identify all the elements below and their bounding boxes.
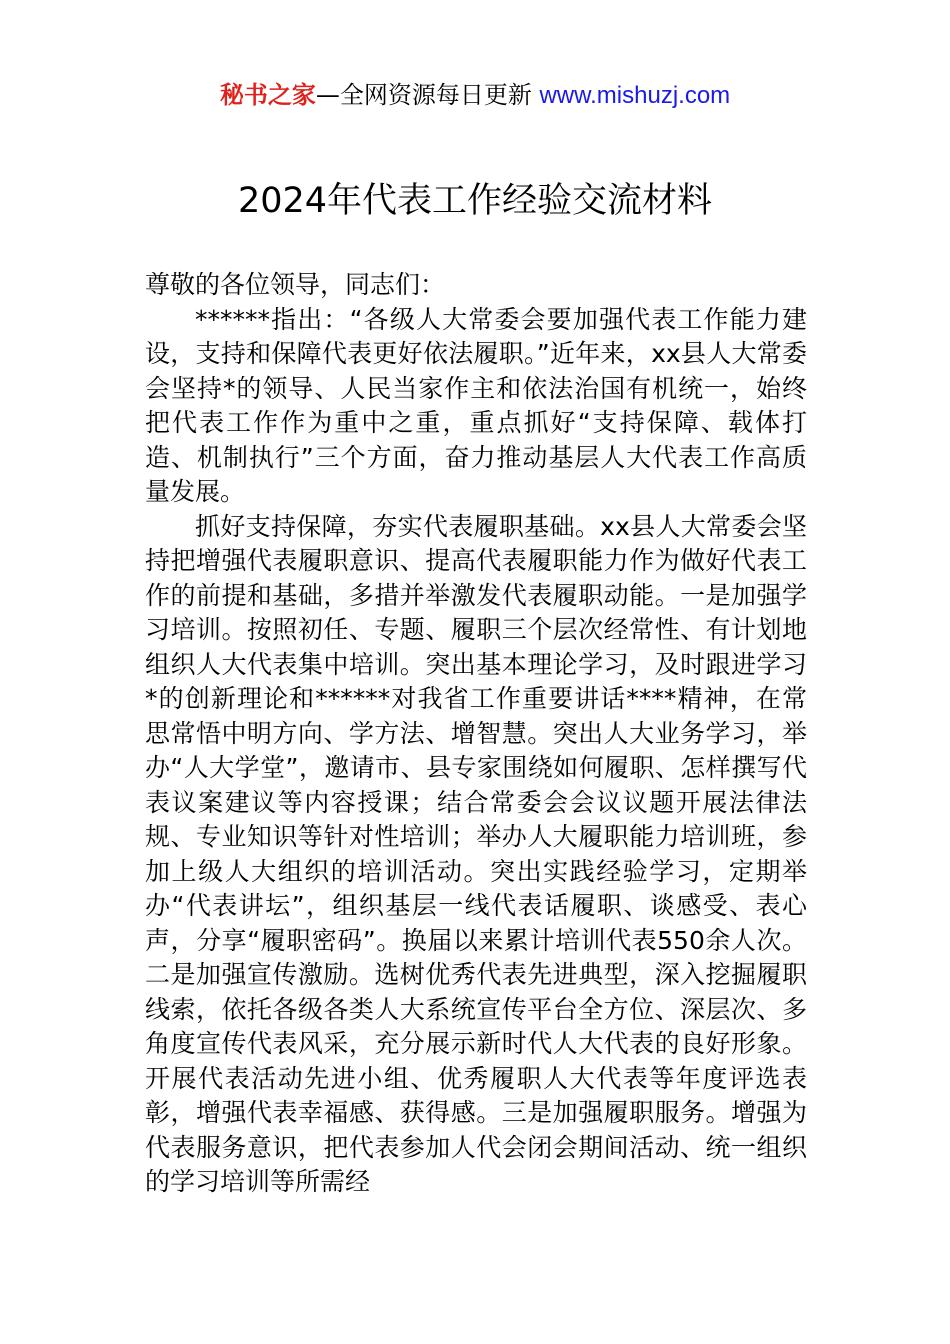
site-url-link[interactable]: www.mishuzj.com: [539, 82, 731, 109]
site-brand: 秘书之家: [219, 81, 316, 109]
paragraph-intro: ******指出：“各级人大常委会要加强代表工作能力建设，支持和保障代表更好依法履职。”近年来，xx县人大常委会坚持*的领导、人民当家作主和依法治国有机统一，始终把代表工作作为重中之重，重点抓好“支持保障、载体打造、机制执行”三个方面，奋力推动基层人大代表工作高质量发展。: [145, 304, 807, 506]
site-header: [0, 78, 950, 113]
paragraph-support-guarantee: 抓好支持保障，夯实代表履职基础。xx县人大常委会坚持把增强代表履职意识、提高代表履职能力作为做好代表工作的前提和基础，多措并举激发代表履职动能。一是加强学习培训。按照初任、专题、履职三个层次经常性、有计划地组织人大代表集中培训。突出基本理论学习，及时跟进学习*的创新理论和******对我省工作重要讲话****精神，在常思常悟中明方向、学方法、增智慧。突出人大业务学习，举办“人大学堂”，邀请市、县专家围绕如何履职、怎样撰写代表议案建议等内容授课；结合常委会会议议题开展法律法规、专业知识等针对性培训；举办人大履职能力培训班，参加上级人大组织的培训活动。突出实践经验学习，定期举办“代表讲坛”，组织基层一线代表话履职、谈感受、表心声，分享“履职密码”。换届以来累计培训代表550余人次。二是加强宣传激励。选树优秀代表先进典型，深入挖掘履职线索，依托各级各类人大系统宣传平台全方位、深层次、多角度宣传代表风采，充分展示新时代人大代表的良好形象。开展代表活动先进小组、优秀履职人大代表等年度评选表彰，增强代表幸福感、获得感。三是加强履职服务。增强为代表服务意识，把代表参加人代会闭会期间活动、统一组织的学习培训等所需经: [145, 511, 807, 1196]
document-title: 2024年代表工作经验交流材料: [237, 181, 713, 221]
document-body: [145, 268, 807, 1200]
site-tagline: —全网资源每日更新: [315, 81, 540, 109]
salutation: 尊敬的各位领导，同志们：: [145, 270, 446, 299]
